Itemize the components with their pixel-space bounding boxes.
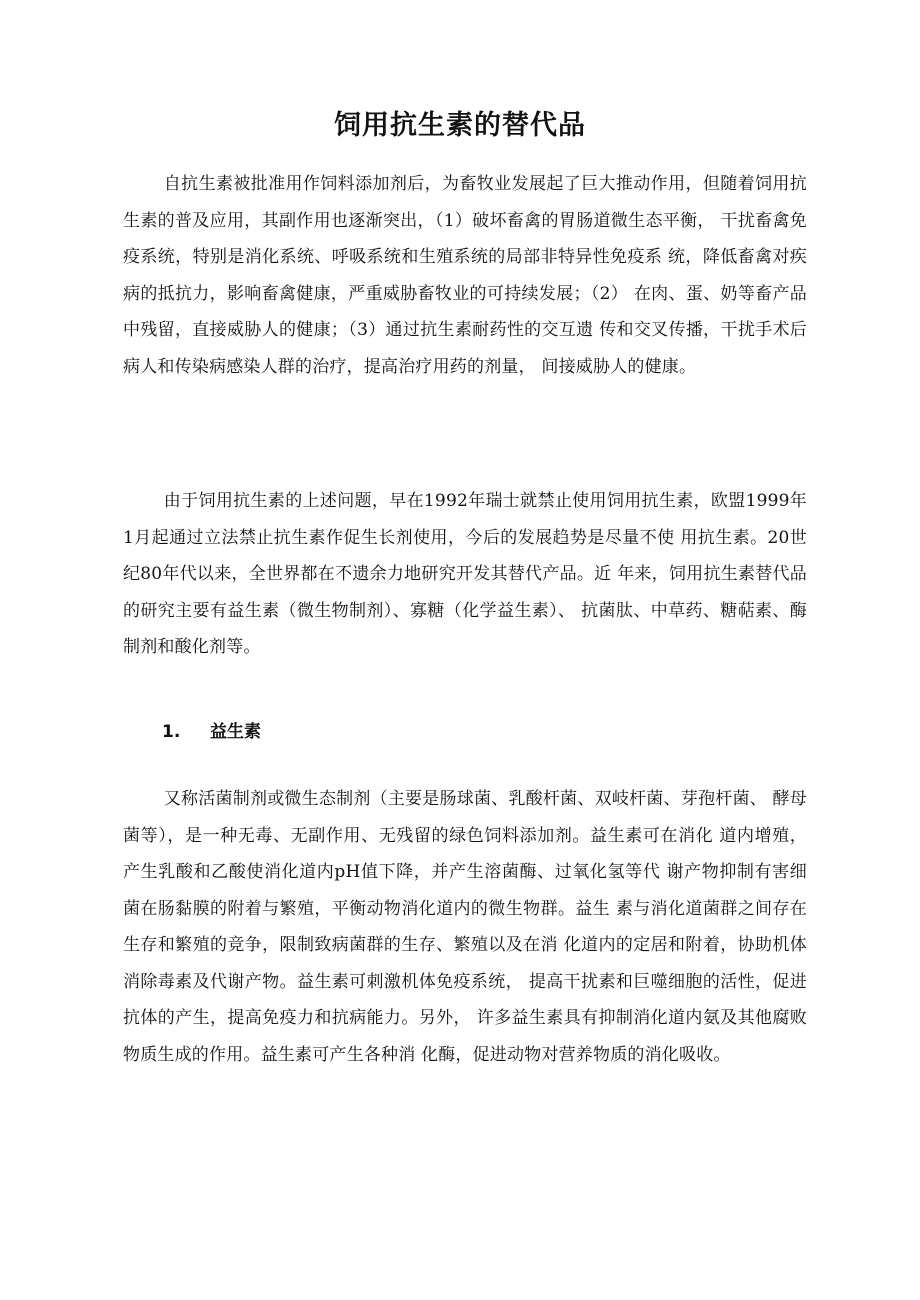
section-number: 1. [162,722,181,742]
section-title: 益生素 [210,722,261,742]
paragraph-intro: 自抗生素被批准用作饲料添加剂后，为畜牧业发展起了巨大推动作用，但随着饲用抗生素的普及应用，其副作用也逐渐突出，（1）破坏畜禽的胃肠道微生态平衡， 干扰畜禽免疫系统，特别是消化系统、呼吸系统和生殖系统的局部非特异性免疫系 统，降低畜禽对疾病的抵抗力，影响畜禽健康，严重威胁畜牧业的可持续发展；（2） 在肉、蛋、奶等畜产品中残留，直接威胁人的健康；（3）通过抗生素耐药性的交互遗 传和交叉传播，干扰手术后病人和传染病感染人群的治疗，提高治疗用药的剂量， 间接威胁人的健康。 [123,174,807,377]
paragraph-background: 由于饲用抗生素的上述问题，早在1992年瑞士就禁止使用饲用抗生素，欧盟1999年1月起通过立法禁止抗生素作促生长剂使用，今后的发展趋势是尽量不使 用抗生素。20世纪80年代以来，全世界都在不遗余力地研究开发其替代产品。近 年来，饲用抗生素替代品的研究主要有益生素（微生物制剂）、寡糖（化学益生素）、 抗菌肽、中草药、糖萜素、酶制剂和酸化剂等。 [123,491,807,657]
document-title: 饲用抗生素的替代品 [334,110,586,141]
paragraph-probiotics: 又称活菌制剂或微生态制剂（主要是肠球菌、乳酸杆菌、双岐杆菌、芽孢杆菌、 酵母菌等），是一种无毒、无副作用、无残留的绿色饲料添加剂。益生素可在消化 道内增殖，产生乳酸和乙酸使消化道内pH值下降，并产生溶菌酶、过氧化氢等代 谢产物抑制有害细菌在肠黏膜的附着与繁殖，平衡动物消化道内的微生物群。益生 素与消化道菌群之间存在生存和繁殖的竞争，限制致病菌群的生存、繁殖以及在消 化道内的定居和附着，协助机体消除毒素及代谢产物。益生素可刺激机体免疫系统， 提高干扰素和巨噬细胞的活性，促进抗体的产生，提高免疫力和抗病能力。另外， 许多益生素具有抑制消化道内氨及其他腐败物质生成的作用。益生素可产生各种消 化酶，促进动物对营养物质的消化吸收。 [123,789,807,1065]
section-heading-probiotics [162,714,261,750]
